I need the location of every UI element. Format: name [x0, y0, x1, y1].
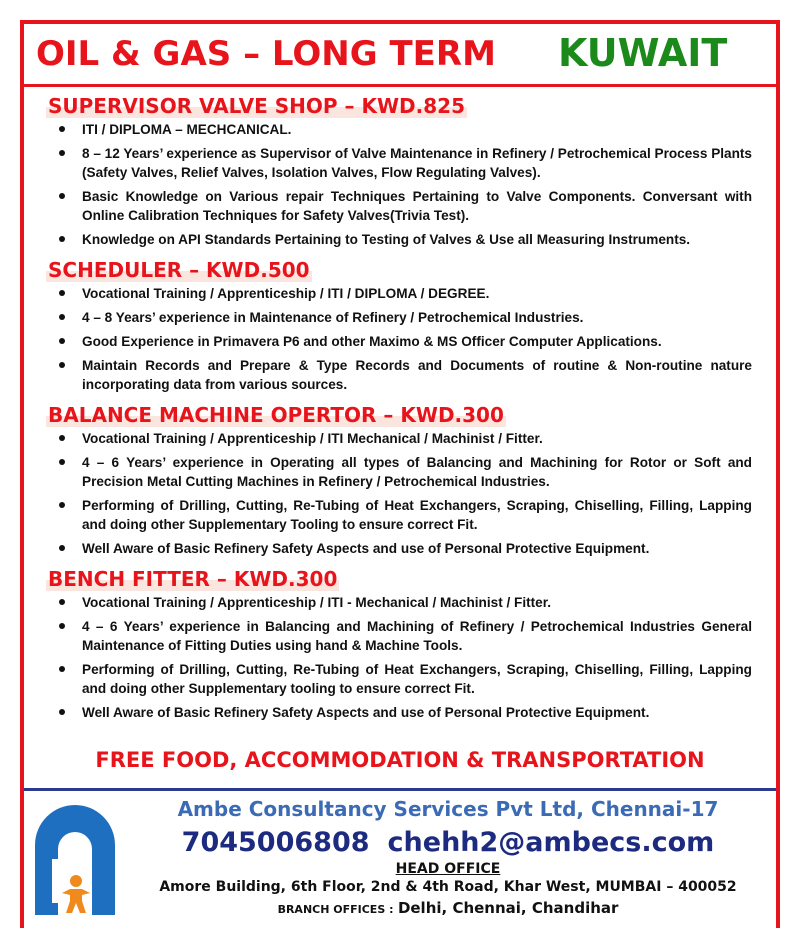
bullet-dot-icon	[59, 126, 65, 132]
bullet-dot-icon	[59, 459, 65, 465]
poster-frame	[20, 20, 780, 928]
bullet-dot-icon	[59, 362, 65, 368]
bullet-dot-icon	[59, 599, 65, 605]
requirement-text: Basic Knowledge on Various repair Techniques Pertaining to Valve Components. Conversant with Online Calibration Techniques for Safety Valves(Trivia Test).	[82, 189, 752, 223]
job-section	[24, 563, 776, 722]
benefits-banner: FREE FOOD, ACCOMMODATION & TRANSPORTATION	[95, 748, 705, 772]
branch-offices	[128, 899, 768, 918]
requirement-item	[24, 496, 776, 534]
bullet-dot-icon	[59, 338, 65, 344]
requirement-text: Well Aware of Basic Refinery Safety Aspects and use of Personal Protective Equipment.	[82, 541, 650, 556]
requirement-list	[24, 284, 776, 394]
requirement-item	[24, 144, 776, 182]
poster-title: OIL & GAS – LONG TERM	[36, 34, 496, 74]
job-section	[24, 254, 776, 394]
requirement-text: Performing of Drilling, Cutting, Re-Tubing of Heat Exchangers, Scraping, Chiselling, Filling, Lapping and doing other Supplementary Tooling to ensure correct Fit.	[82, 498, 752, 532]
requirement-text: Well Aware of Basic Refinery Safety Aspects and use of Personal Protective Equipment.	[82, 705, 650, 720]
job-section	[24, 90, 776, 249]
requirement-list	[24, 120, 776, 249]
job-title: SUPERVISOR VALVE SHOP – KWD.825	[48, 94, 465, 118]
bullet-dot-icon	[59, 709, 65, 715]
company-name: Ambe Consultancy Services Pvt Ltd, Chennai-17	[177, 797, 719, 821]
job-title: BALANCE MACHINE OPERTOR – KWD.300	[48, 403, 504, 427]
requirement-text: Vocational Training / Apprenticeship / ITI - Mechanical / Machinist / Fitter.	[82, 595, 552, 610]
bullet-dot-icon	[59, 193, 65, 199]
requirement-item	[24, 539, 776, 558]
bullet-dot-icon	[59, 623, 65, 629]
email-address[interactable]: chehh2@ambecs.com	[387, 827, 715, 858]
poster-header	[24, 24, 776, 87]
job-section	[24, 399, 776, 558]
bullet-dot-icon	[59, 666, 65, 672]
requirement-text: 4 – 8 Years’ experience in Maintenance of Refinery / Petrochemical Industries.	[82, 310, 584, 325]
requirement-item	[24, 332, 776, 351]
bullet-dot-icon	[59, 545, 65, 551]
requirement-item	[24, 703, 776, 722]
footer	[24, 788, 776, 931]
ambe-logo-icon	[30, 801, 120, 919]
requirement-item	[24, 284, 776, 303]
requirement-text: Maintain Records and Prepare & Type Records and Documents of routine & Non-routine nature incorporating data from various sources.	[82, 358, 752, 392]
requirement-item	[24, 429, 776, 448]
bullet-dot-icon	[59, 290, 65, 296]
requirement-text: 4 – 6 Years’ experience in Balancing and Machining of Refinery / Petrochemical Industries General Maintenance of Fitting Duties using hand & Machine Tools.	[82, 619, 752, 653]
requirement-list	[24, 593, 776, 722]
requirement-item	[24, 187, 776, 225]
bullet-dot-icon	[59, 314, 65, 320]
requirement-text: ITI / DIPLOMA – MECHCANICAL.	[82, 122, 292, 137]
requirement-item	[24, 660, 776, 698]
head-office-address: Amore Building, 6th Floor, 2nd & 4th Road, Khar West, MUMBAI – 400052	[159, 879, 737, 895]
job-title: SCHEDULER – KWD.500	[48, 258, 310, 282]
contact-line	[128, 827, 768, 858]
requirement-text: Performing of Drilling, Cutting, Re-Tubing of Heat Exchangers, Scraping, Chiselling, Filling, Lapping and doing other Supplementary tooling to ensure correct Fit.	[82, 662, 752, 696]
requirement-text: 8 – 12 Years’ experience as Supervisor of Valve Maintenance in Refinery / Petrochemical Process Plants (Safety Valves, Relief Valves, Isolation Valves, Flow Regulating Valves).	[82, 146, 752, 180]
requirement-text: 4 – 6 Years’ experience in Operating all types of Balancing and Machining for Rotor or Soft and Precision Metal Cutting Machines in Refinery / Petrochemical Industries.	[82, 455, 752, 489]
requirement-item	[24, 617, 776, 655]
bullet-dot-icon	[59, 502, 65, 508]
bullet-dot-icon	[59, 150, 65, 156]
requirement-item	[24, 308, 776, 327]
requirement-item	[24, 230, 776, 249]
phone-number[interactable]: 7045006808	[181, 827, 370, 858]
branch-offices-cities: Delhi, Chennai, Chandihar	[397, 899, 619, 917]
requirement-list	[24, 429, 776, 558]
requirement-item	[24, 120, 776, 139]
requirement-item	[24, 453, 776, 491]
requirement-text: Knowledge on API Standards Pertaining to Testing of Valves & Use all Measuring Instruments.	[82, 232, 691, 247]
requirement-text: Good Experience in Primavera P6 and other Maximo & MS Officer Computer Applications.	[82, 334, 662, 349]
requirement-text: Vocational Training / Apprenticeship / ITI Mechanical / Machinist / Fitter.	[82, 431, 543, 446]
requirement-item	[24, 356, 776, 394]
requirement-item	[24, 593, 776, 612]
country-label: KUWAIT	[558, 31, 728, 75]
branch-offices-label: BRANCH OFFICES :	[277, 903, 394, 916]
head-office-label: HEAD OFFICE	[395, 861, 501, 877]
bullet-dot-icon	[59, 435, 65, 441]
job-title: BENCH FITTER – KWD.300	[48, 567, 338, 591]
job-sections	[24, 90, 776, 727]
requirement-text: Vocational Training / Apprenticeship / ITI / DIPLOMA / DEGREE.	[82, 286, 490, 301]
bullet-dot-icon	[59, 236, 65, 242]
